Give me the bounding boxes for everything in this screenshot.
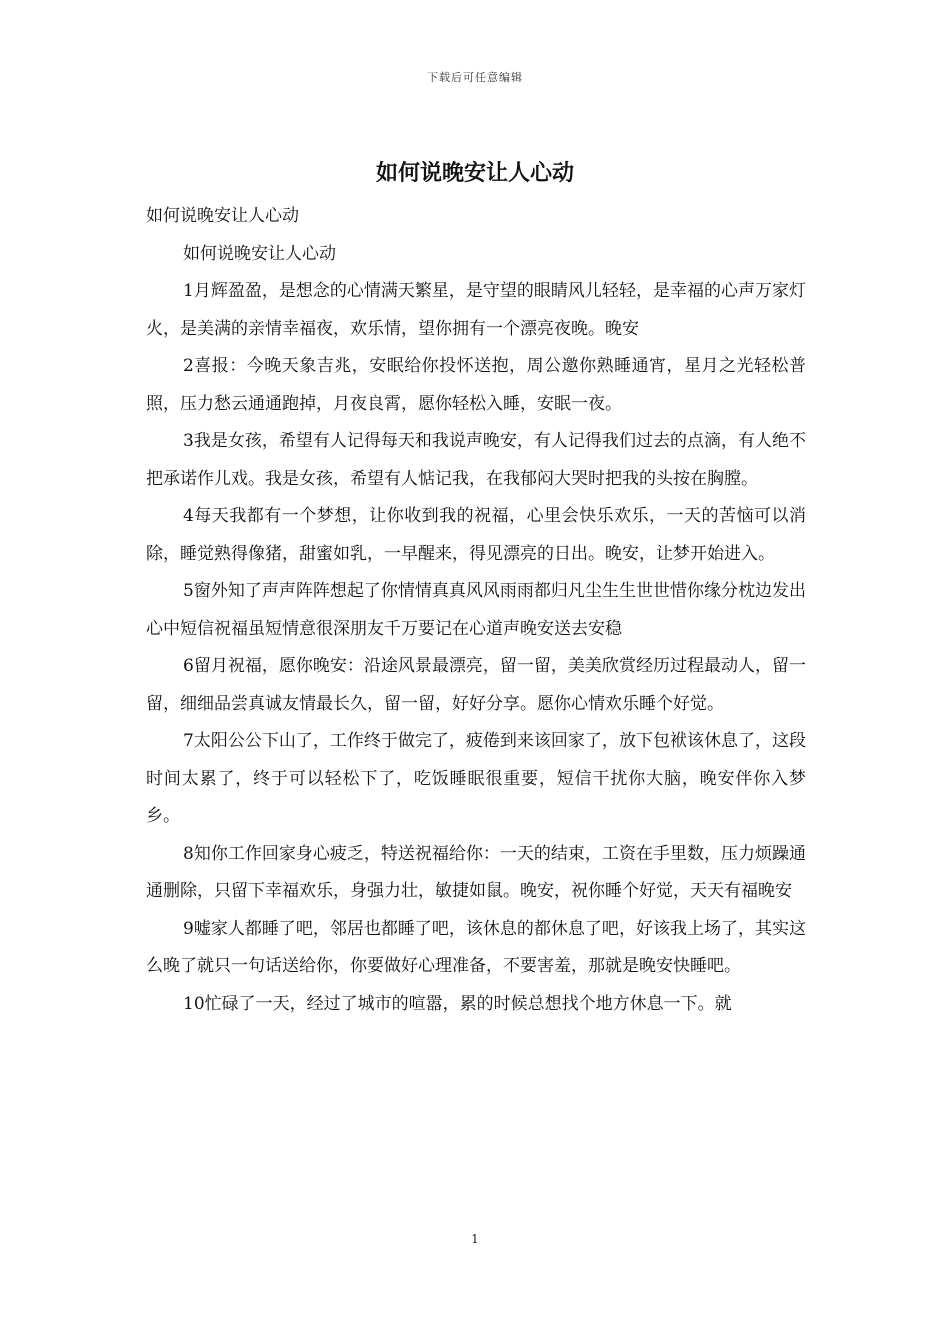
document-body bbox=[146, 198, 806, 1023]
paragraph: 10忙碌了一天，经过了城市的喧嚣，累的时候总想找个地方休息一下。就 bbox=[183, 993, 732, 1014]
paragraph: 9嘘家人都睡了吧，邻居也都睡了吧，该休息的都休息了吧，好该我上场了，其实这么晚了就只一句话送给你，你要做好心理准备，不要害羞，那就是晚安快睡吧。 bbox=[146, 918, 806, 976]
paragraph: 8知你工作回家身心疲乏，特送祝福给你：一天的结束，工资在手里数，压力烦躁通通删除，只留下幸福欢乐，身强力壮，敏捷如鼠。晚安，祝你睡个好觉，天天有福晚安 bbox=[146, 843, 806, 901]
paragraph: 2喜报：今晚天象吉兆，安眠给你投怀送抱，周公邀你熟睡通宵，星月之光轻松普照，压力愁云通通跑掉，月夜良霄，愿你轻松入睡，安眠一夜。 bbox=[146, 356, 806, 414]
page-number: 1 bbox=[471, 1232, 479, 1246]
paragraph: 7太阳公公下山了，工作终于做完了，疲倦到来该回家了，放下包袱该休息了，这段时间太累了，终于可以轻松下了，吃饭睡眠很重要，短信干扰你大脑，晚安伴你入梦乡。 bbox=[146, 731, 806, 826]
paragraph: 3我是女孩，希望有人记得每天和我说声晚安，有人记得我们过去的点滴，有人绝不把承诺作儿戏。我是女孩，希望有人惦记我，在我郁闷大哭时把我的头按在胸膛。 bbox=[146, 431, 806, 489]
paragraph: 如何说晚安让人心动 bbox=[183, 243, 336, 264]
page-header-note: 下载后可任意编辑 bbox=[427, 71, 523, 84]
paragraph: 6留月祝福，愿你晚安：沿途风景最漂亮，留一留，美美欣赏经历过程最动人，留一留，细细品尝真诚友情最长久，留一留，好好分享。愿你心情欢乐睡个好觉。 bbox=[146, 656, 806, 714]
paragraph: 4每天我都有一个梦想，让你收到我的祝福，心里会快乐欢乐，一天的苦恼可以消除，睡觉熟得像猪，甜蜜如乳，一早醒来，得见漂亮的日出。晚安，让梦开始进入。 bbox=[146, 506, 806, 564]
paragraph: 1月辉盈盈，是想念的心情满天繁星，是守望的眼睛风儿轻轻，是幸福的心声万家灯火，是美满的亲情幸福夜，欢乐情，望你拥有一个漂亮夜晚。晚安 bbox=[146, 281, 806, 339]
paragraph: 5窗外知了声声阵阵想起了你情情真真风风雨雨都归凡尘生生世世惜你缘分枕边发出心中短信祝福虽短情意很深朋友千万要记在心道声晚安送去安稳 bbox=[146, 581, 806, 639]
paragraph: 如何说晚安让人心动 bbox=[146, 206, 299, 226]
document-title: 如何说晚安让人心动 bbox=[375, 160, 574, 186]
